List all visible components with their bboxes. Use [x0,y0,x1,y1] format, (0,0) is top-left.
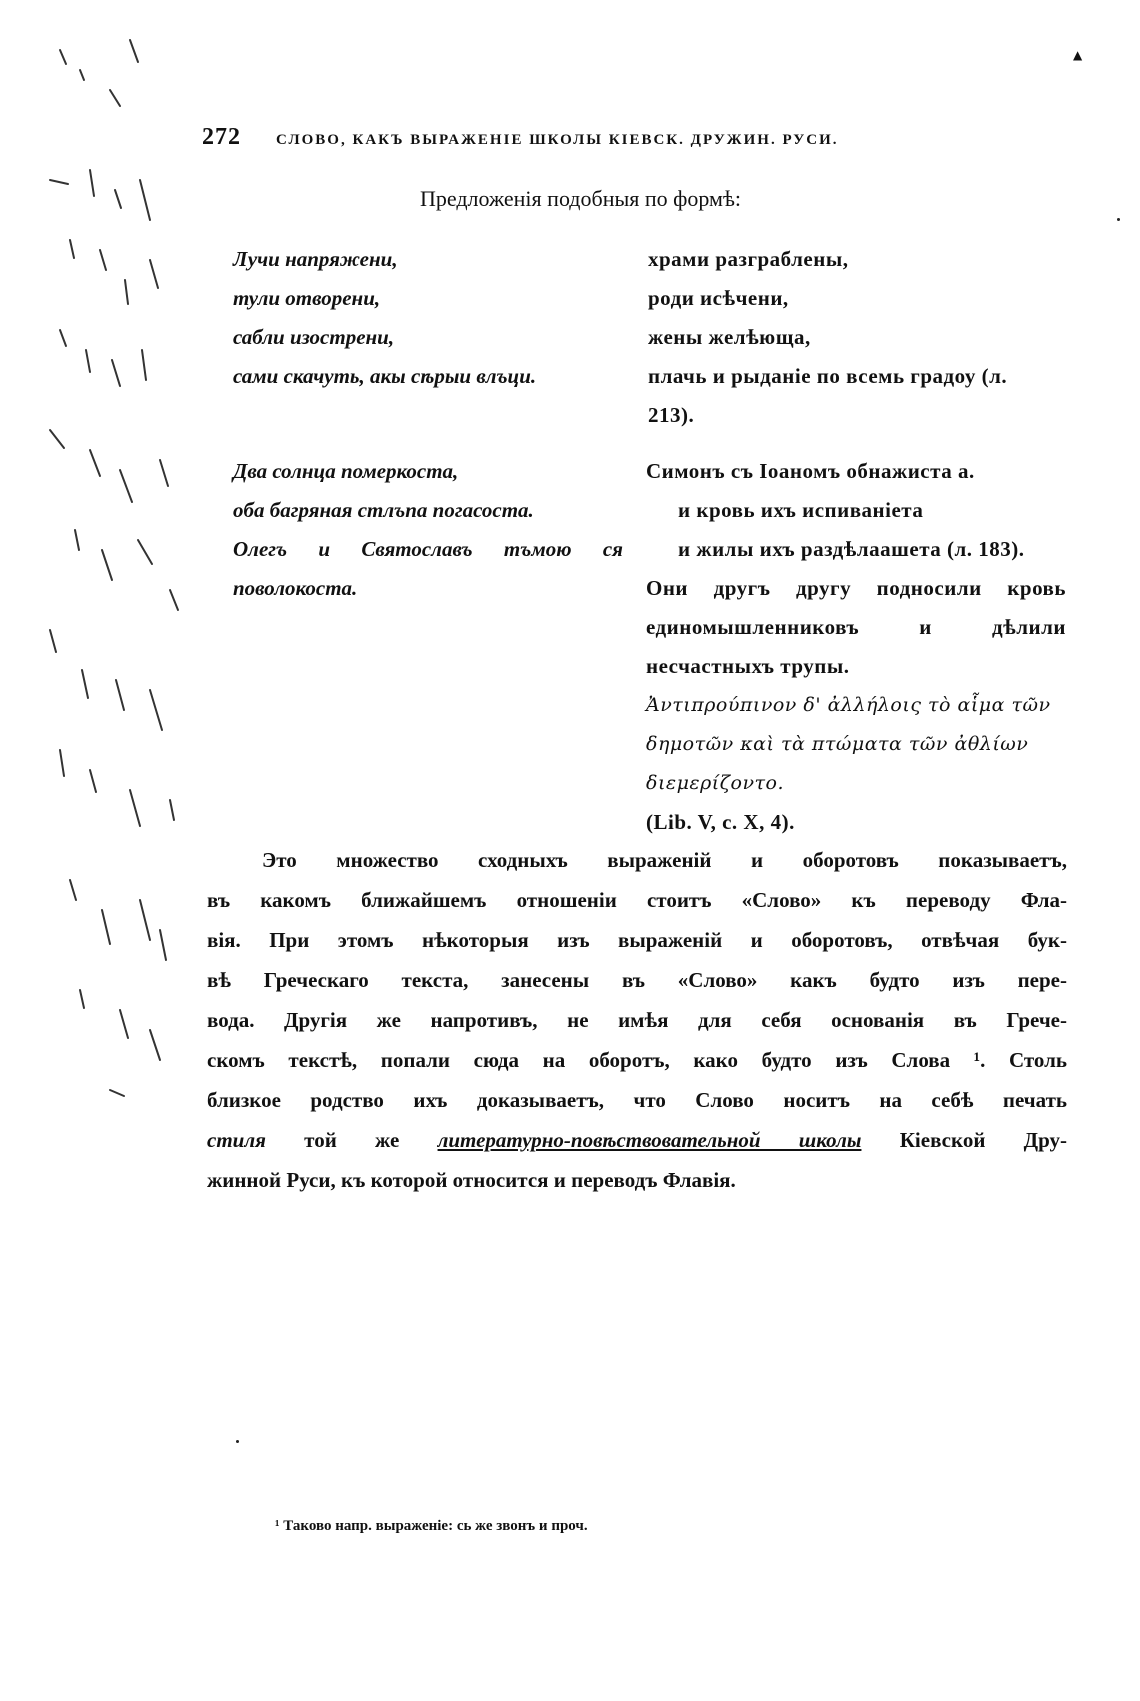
block2-right-column [646,452,1066,842]
paragraph-line [207,1120,1067,1160]
block1-left-column [233,240,633,396]
plain-text: той же [265,1128,438,1152]
paragraph-line: жинной Руси, къ которой относится и переводъ Флавія. [207,1168,736,1192]
section-heading: Предложенія подобныя по формѣ: [420,186,742,211]
running-head-title: СЛОВО, КАКЪ ВЫРАЖЕНІЕ ШКОЛЫ КІЕВСК. ДРУЖИН. РУСИ. [276,132,839,148]
slavonic-line: и кровь ихъ испиваніета [678,498,924,522]
margin-handwriting-marks [20,30,210,1150]
slavonic-line: плачь и рыданіе по всемь градоу (л. 213). [648,364,1008,427]
block1-right-column [648,240,1068,435]
paragraph-line: въ какомъ ближайшемъ отношеніи стоитъ «Слово» къ переводу Фла- [207,888,1067,912]
verse-line: тули отворени, [233,286,381,310]
verse-line: сами скачуть, акы сѣрыи влъци. [233,364,537,388]
paragraph-line: вѣ Греческаго текста, занесены въ «Слово» какъ будто изъ пере- [207,968,1067,992]
body-paragraph [207,840,1067,1200]
paragraph-line: вія. При этомъ нѣкоторыя изъ выраженій и оборотовъ, отвѣчая бук- [207,928,1067,952]
verse-line: Лучи напряжени, [233,247,398,271]
paragraph-line: скомъ текстѣ, попали сюда на оборотъ, како будто изъ Слова ¹. Столь [207,1048,1067,1072]
slavonic-line: жены желѣюща, [648,325,811,349]
greek-text: Ἀντιπρούπινον δ' ἀλλήλοις τὸ αἷμα τῶν δημοτῶν καὶ τὰ πτώματα τῶν ἀθλίων διεμερίζοντο. [646,694,1051,794]
emphasis-style: стиля [207,1128,266,1152]
verse-line: оба багряная стлъпа погасоста. [233,498,534,522]
corner-mark: ▲ [1073,48,1083,62]
running-head [202,124,982,151]
citation: (Lib. V, c. X, 4). [646,810,795,834]
page-number: 272 [202,124,241,150]
slavonic-line: Симонъ съ Іоаномъ обнажиста а. [646,459,975,483]
paragraph-line: близкое родство ихъ доказываетъ, что Слово носитъ на себѣ печать [207,1088,1067,1112]
slavonic-line: роди исѣчени, [648,286,789,310]
verse-line: Олегъ и Святославъ тъмою ся поволокоста. [233,537,623,600]
scan-dot [236,1440,239,1443]
block2-left-column [233,452,623,608]
verse-line: Два солнца померкоста, [233,459,459,483]
footnote: ¹ Таково напр. выраженіе: сь же звонъ и проч. [275,1518,588,1534]
paragraph-line: вода. Другія же напротивъ, не имѣя для себя основанія въ Грече- [207,1008,1067,1032]
paragraph-line: Это множество сходныхъ выраженій и оборотовъ показываетъ, [262,848,1067,872]
plain-text: Кіевской Дру- [861,1128,1067,1152]
emphasis-school: литературно-повѣствовательной школы [437,1128,862,1152]
scan-dot [1117,218,1120,221]
translation-text: Они другъ другу подносили кровь единомышленниковъ и дѣлили несчастныхъ трупы. [646,576,1066,678]
slavonic-line: и жилы ихъ раздѣлаашета (л. 183). [678,537,1025,561]
slavonic-line: храми разграблены, [648,247,849,271]
verse-line: сабли изострени, [233,325,395,349]
